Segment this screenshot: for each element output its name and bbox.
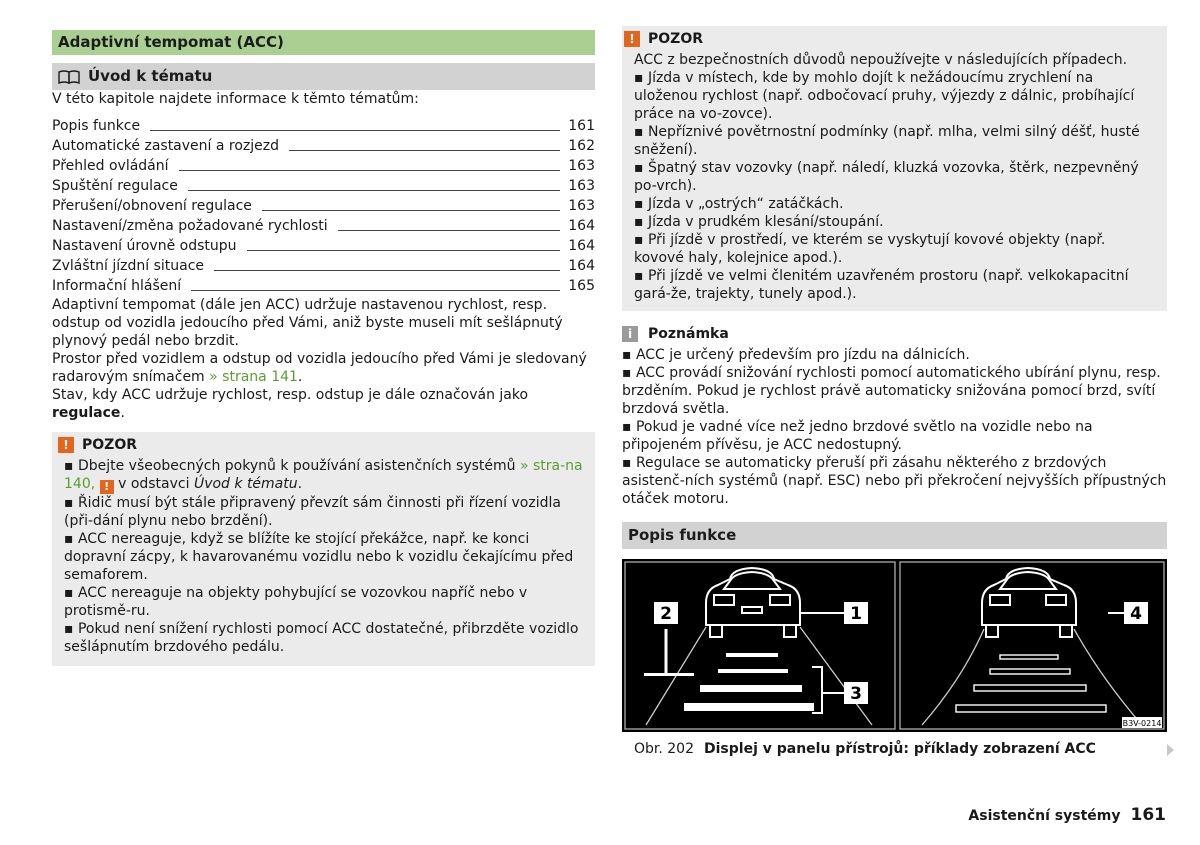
toc-label: Nastavení úrovně odstupu [52, 238, 237, 254]
section-title: Popis funkce [622, 522, 1167, 549]
toc-page: 162 [568, 138, 595, 154]
warning-item: ▪ Jízda v prudkém klesání/stoupání. [634, 214, 884, 230]
callout-3 [844, 682, 868, 704]
note-title: Poznámka [648, 326, 729, 342]
note-item: ▪ ACC je určený především pro jízdu na dálnicích. [622, 347, 970, 363]
paragraph-end: . [120, 405, 125, 421]
page-link-141[interactable]: » strana 141 [209, 369, 298, 385]
toc-leader [214, 270, 560, 271]
warning-header [624, 30, 1159, 48]
figure-number: Obr. 202 [634, 741, 694, 757]
warning-item [64, 457, 587, 494]
toc-page: 165 [568, 278, 595, 294]
toc-row[interactable] [52, 136, 595, 156]
paragraph-regulation [52, 386, 595, 422]
bold-term: regulace [52, 405, 121, 421]
warning-box [622, 26, 1167, 311]
info-icon: i [622, 326, 638, 342]
toc-leader [262, 210, 560, 211]
table-of-contents [52, 116, 595, 296]
toc-row[interactable] [52, 176, 595, 196]
warning-item-text: v odstavci [118, 476, 190, 492]
toc-leader [150, 130, 560, 131]
toc-row[interactable] [52, 216, 595, 236]
toc-leader [188, 190, 560, 191]
italic-reference: Úvod k tématu [193, 476, 298, 492]
warning-icon: ! [58, 437, 74, 453]
warning-item-end: . [297, 476, 303, 492]
toc-row[interactable] [52, 276, 595, 296]
note-item: ▪ ACC provádí snižování rychlosti pomocí automatického ubírání plynu, resp. brzděním. Pokud je rychlost právě automaticky snižována pomocí brzd, svítí brzdová světla. [622, 365, 1161, 417]
toc-leader [247, 250, 561, 251]
note-header [622, 325, 1167, 343]
callout-label: 3 [850, 684, 862, 704]
warning-item: ▪ Při jízdě ve velmi členitém uzavřeném prostoru (např. velkokapacitní gará-že, trajekty, tunely apod.). [634, 268, 1129, 302]
book-icon [58, 70, 80, 84]
callout-label: 4 [1130, 604, 1142, 624]
toc-label: Popis funkce [52, 118, 141, 134]
warning-item: ▪ Nepříznivé povětrnostní podmínky (např. mlha, velmi silný déšť, husté sněžení). [634, 124, 1140, 158]
callout-1 [844, 602, 868, 624]
paragraph-radar [52, 350, 595, 386]
toc-page: 164 [568, 218, 595, 234]
toc-leader [338, 230, 561, 231]
note-item: ▪ Regulace se automaticky přeruší při zásahu některého z brzdových asistenč-ních systémů (např. ESC) nebo při překročení nejvyšších přípustných otáček motoru. [622, 455, 1167, 507]
warning-item: ▪ Jízda v „ostrých“ zatáčkách. [634, 196, 844, 212]
toc-label: Automatické zastavení a rozjezd [52, 138, 280, 154]
callout-label: 1 [850, 604, 862, 624]
toc-page: 164 [568, 238, 595, 254]
warning-body [624, 51, 1159, 303]
subsection-header [52, 63, 595, 90]
toc-row[interactable] [52, 236, 595, 256]
acc-display-illustration [622, 559, 1167, 732]
toc-label: Zvláštní jízdní situace [52, 258, 205, 274]
warning-item-text: ▪ Dbejte všeobecných pokynů k používání asistenčních systémů [64, 458, 516, 474]
acc-display-figure [622, 559, 1167, 732]
callout-4 [1124, 602, 1148, 624]
warning-item: ▪ Jízda v místech, kde by mohlo dojít k nežádoucímu zrychlení na uloženou rychlost (např. odbočovací pruhy, výjezdy z dálnic, probíhající práce na vo-zovce). [634, 70, 1135, 122]
toc-page: 164 [568, 258, 595, 274]
paragraph-acc-description: Adaptivní tempomat (dále jen ACC) udržuje nastavenou rychlost, resp. odstup od vozidla jedoucího před Vámi, aniž byste museli mít sešlápnutý plynový pedál nebo brzdit. [52, 297, 563, 349]
warning-item: ▪ ACC nereaguje na objekty pohybující se vozovkou napříč nebo v protismě-ru. [64, 585, 528, 619]
right-column [622, 26, 1167, 758]
note-body [622, 346, 1167, 508]
toc-leader [179, 170, 561, 171]
warning-item: ▪ Špatný stav vozovky (např. náledí, kluzká vozovka, štěrk, nezpevněný po-vrch). [634, 160, 1139, 194]
toc-leader [289, 150, 560, 151]
toc-label: Přehled ovládání [52, 158, 169, 174]
toc-row[interactable] [52, 116, 595, 136]
warning-title: POZOR [648, 31, 703, 47]
toc-page: 163 [568, 198, 595, 214]
left-column [52, 30, 595, 666]
figure-caption [622, 740, 1167, 758]
toc-row[interactable] [52, 256, 595, 276]
footer-chapter: Asistenční systémy [968, 808, 1121, 824]
section-title: Adaptivní tempomat (ACC) [52, 30, 595, 55]
toc-label: Informační hlášení [52, 278, 182, 294]
figure-code: B3V-0214 [1122, 719, 1162, 728]
warning-icon: ! [100, 480, 114, 494]
toc-page: 161 [568, 118, 595, 134]
paragraph-end: . [297, 369, 303, 385]
paragraph-text: Prostor před vozidlem a odstup od vozidla jedoucího před Vámi je sledovaný radarovým snímačem [52, 351, 587, 385]
page-number: 161 [1130, 805, 1166, 825]
toc-row[interactable] [52, 196, 595, 216]
subsection-title: Úvod k tématu [88, 67, 213, 85]
warning-item: ▪ ACC nereaguje, když se blížíte ke stojící překážce, např. ke konci dopravní zácpy, k havarovanému vozidlu nebo k vozidlu čekajícímu před semaforem. [64, 531, 574, 583]
note-box [622, 325, 1167, 508]
toc-page: 163 [568, 178, 595, 194]
warning-icon: ! [624, 31, 640, 47]
warning-header [58, 436, 587, 454]
warning-item: ▪ Pokud není snížení rychlosti pomocí ACC dostatečné, přibrzděte vozidlo sešlápnutím brzdového pedálu. [64, 621, 579, 655]
toc-row[interactable] [52, 156, 595, 176]
intro-text: V této kapitole najdete informace k těmto tématům: [52, 91, 419, 107]
toc-label: Nastavení/změna požadované rychlosti [52, 218, 328, 234]
warning-item: ▪ Řidič musí být stále připravený převzít sám činnosti při řízení vozidla (při-dání plynu nebo brzdění). [64, 495, 561, 529]
callout-label: 2 [660, 604, 672, 624]
callout-2 [654, 602, 678, 624]
warning-item: ACC z bezpečnostních důvodů nepoužívejte v následujících případech. [634, 52, 1128, 68]
toc-label: Spuštění regulace [52, 178, 178, 194]
toc-page: 163 [568, 158, 595, 174]
warning-title: POZOR [82, 437, 137, 453]
next-page-arrow-icon[interactable] [1167, 744, 1174, 756]
warning-body [58, 457, 587, 656]
toc-leader [191, 290, 560, 291]
page-link-140[interactable]: » stra-na 140, [64, 458, 583, 492]
paragraph-text: Stav, kdy ACC udržuje rychlost, resp. odstup je dále označován jako [52, 387, 529, 403]
figure-caption-text: Displej v panelu přístrojů: příklady zobrazení ACC [704, 741, 1096, 757]
toc-label: Přerušení/obnovení regulace [52, 198, 252, 214]
page-footer [968, 805, 1166, 825]
warning-box [52, 432, 595, 666]
note-item: ▪ Pokud je vadné více než jedno brzdové světlo na vozidle nebo na připojeném přívěsu, je ACC nedostupný. [622, 419, 1093, 453]
warning-item: ▪ Při jízdě v prostředí, ve kterém se vyskytují kovové objekty (např. kovové haly, kolejnice apod.). [634, 232, 1106, 266]
